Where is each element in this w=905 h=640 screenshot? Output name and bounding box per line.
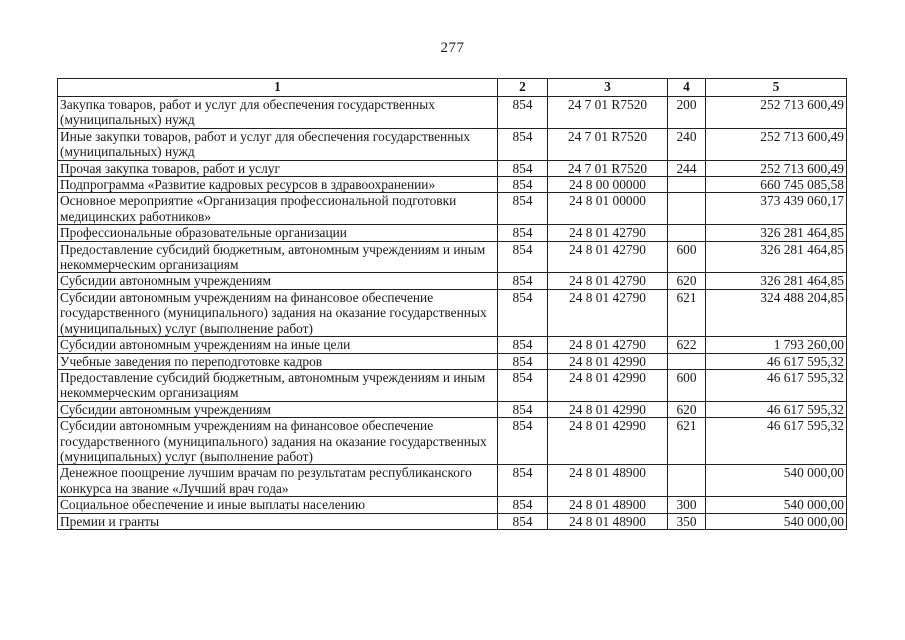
- table-row: [58, 225, 847, 241]
- row-name: Субсидии автономным учреждениям на финансовое обеспечение государственного (муниципального) задания на оказание государственных (муниципальных) услуг (выполнение работ): [58, 418, 498, 465]
- row-amount: 540 000,00: [706, 497, 847, 513]
- row-target-article: 24 8 01 48900: [548, 465, 668, 497]
- row-amount: 660 745 085,58: [706, 177, 847, 193]
- row-ministry-code: 854: [498, 241, 548, 273]
- row-amount: 326 281 464,85: [706, 225, 847, 241]
- table-row: [58, 513, 847, 529]
- row-amount: 46 617 595,32: [706, 353, 847, 369]
- table-row: [58, 465, 847, 497]
- row-target-article: 24 8 01 42990: [548, 353, 668, 369]
- header-col-3: 3: [548, 79, 668, 97]
- row-amount: 252 713 600,49: [706, 160, 847, 176]
- row-name: Учебные заведения по переподготовке кадров: [58, 353, 498, 369]
- row-target-article: 24 8 00 00000: [548, 177, 668, 193]
- row-amount: 373 439 060,17: [706, 193, 847, 225]
- row-target-article: 24 8 01 42790: [548, 337, 668, 353]
- table-row: [58, 160, 847, 176]
- row-target-article: 24 8 01 42990: [548, 401, 668, 417]
- row-ministry-code: 854: [498, 353, 548, 369]
- table-row: [58, 401, 847, 417]
- table-row: [58, 128, 847, 160]
- table-row: [58, 353, 847, 369]
- row-ministry-code: 854: [498, 97, 548, 129]
- row-name: Премии и гранты: [58, 513, 498, 529]
- header-col-1: 1: [58, 79, 498, 97]
- row-name: Прочая закупка товаров, работ и услуг: [58, 160, 498, 176]
- table-row: [58, 193, 847, 225]
- row-expense-type: 200: [668, 97, 706, 129]
- row-target-article: 24 8 01 42790: [548, 241, 668, 273]
- row-target-article: 24 8 01 00000: [548, 193, 668, 225]
- row-ministry-code: 854: [498, 177, 548, 193]
- row-amount: 46 617 595,32: [706, 401, 847, 417]
- row-name: Предоставление субсидий бюджетным, автономным учреждениям и иным некоммерческим организациям: [58, 369, 498, 401]
- row-expense-type: 600: [668, 241, 706, 273]
- row-name: Профессиональные образовательные организации: [58, 225, 498, 241]
- header-row: [58, 79, 847, 97]
- row-target-article: 24 7 01 R7520: [548, 97, 668, 129]
- row-ministry-code: 854: [498, 128, 548, 160]
- row-ministry-code: 854: [498, 497, 548, 513]
- row-ministry-code: 854: [498, 465, 548, 497]
- table-row: [58, 289, 847, 336]
- row-target-article: 24 8 01 48900: [548, 513, 668, 529]
- row-amount: 46 617 595,32: [706, 418, 847, 465]
- row-amount: 540 000,00: [706, 513, 847, 529]
- table-row: [58, 241, 847, 273]
- row-amount: 324 488 204,85: [706, 289, 847, 336]
- row-name: Предоставление субсидий бюджетным, автономным учреждениям и иным некоммерческим организациям: [58, 241, 498, 273]
- row-target-article: 24 8 01 42990: [548, 369, 668, 401]
- row-expense-type: 300: [668, 497, 706, 513]
- row-name: Социальное обеспечение и иные выплаты населению: [58, 497, 498, 513]
- row-expense-type: 620: [668, 401, 706, 417]
- table-row: [58, 369, 847, 401]
- row-expense-type: 350: [668, 513, 706, 529]
- row-amount: 540 000,00: [706, 465, 847, 497]
- row-expense-type: [668, 353, 706, 369]
- row-amount: 326 281 464,85: [706, 273, 847, 289]
- row-target-article: 24 8 01 42790: [548, 225, 668, 241]
- row-ministry-code: 854: [498, 289, 548, 336]
- table-row: [58, 273, 847, 289]
- row-expense-type: 240: [668, 128, 706, 160]
- row-expense-type: 620: [668, 273, 706, 289]
- row-name: Денежное поощрение лучшим врачам по результатам республиканского конкурса на звание «Лучший врач года»: [58, 465, 498, 497]
- row-target-article: 24 8 01 48900: [548, 497, 668, 513]
- table-row: [58, 418, 847, 465]
- row-amount: 252 713 600,49: [706, 97, 847, 129]
- table-row: [58, 337, 847, 353]
- header-col-5: 5: [706, 79, 847, 97]
- table-row: [58, 97, 847, 129]
- row-name: Закупка товаров, работ и услуг для обеспечения государственных (муниципальных) нужд: [58, 97, 498, 129]
- row-expense-type: 600: [668, 369, 706, 401]
- row-ministry-code: 854: [498, 401, 548, 417]
- row-name: Субсидии автономным учреждениям: [58, 401, 498, 417]
- row-ministry-code: 854: [498, 273, 548, 289]
- row-expense-type: [668, 177, 706, 193]
- table-row: [58, 497, 847, 513]
- row-expense-type: [668, 465, 706, 497]
- header-col-2: 2: [498, 79, 548, 97]
- row-ministry-code: 854: [498, 369, 548, 401]
- row-ministry-code: 854: [498, 160, 548, 176]
- row-ministry-code: 854: [498, 418, 548, 465]
- row-expense-type: 621: [668, 418, 706, 465]
- row-expense-type: [668, 193, 706, 225]
- row-ministry-code: 854: [498, 337, 548, 353]
- row-name: Подпрограмма «Развитие кадровых ресурсов в здравоохранении»: [58, 177, 498, 193]
- budget-table: [57, 78, 847, 530]
- row-target-article: 24 8 01 42990: [548, 418, 668, 465]
- row-target-article: 24 7 01 R7520: [548, 128, 668, 160]
- row-expense-type: 621: [668, 289, 706, 336]
- row-ministry-code: 854: [498, 513, 548, 529]
- row-ministry-code: 854: [498, 225, 548, 241]
- table-row: [58, 177, 847, 193]
- row-ministry-code: 854: [498, 193, 548, 225]
- row-name: Субсидии автономным учреждениям на иные цели: [58, 337, 498, 353]
- row-name: Субсидии автономным учреждениям на финансовое обеспечение государственного (муниципального) задания на оказание государственных (муниципальных) услуг (выполнение работ): [58, 289, 498, 336]
- row-name: Иные закупки товаров, работ и услуг для обеспечения государственных (муниципальных) нужд: [58, 128, 498, 160]
- row-amount: 252 713 600,49: [706, 128, 847, 160]
- row-expense-type: [668, 225, 706, 241]
- row-amount: 326 281 464,85: [706, 241, 847, 273]
- row-name: Основное мероприятие «Организация профессиональной подготовки медицинских работников»: [58, 193, 498, 225]
- table-body: [58, 97, 847, 530]
- row-target-article: 24 7 01 R7520: [548, 160, 668, 176]
- row-expense-type: 622: [668, 337, 706, 353]
- header-col-4: 4: [668, 79, 706, 97]
- row-name: Субсидии автономным учреждениям: [58, 273, 498, 289]
- row-amount: 46 617 595,32: [706, 369, 847, 401]
- row-expense-type: 244: [668, 160, 706, 176]
- row-target-article: 24 8 01 42790: [548, 273, 668, 289]
- row-amount: 1 793 260,00: [706, 337, 847, 353]
- row-target-article: 24 8 01 42790: [548, 289, 668, 336]
- page-number: 277: [440, 40, 465, 56]
